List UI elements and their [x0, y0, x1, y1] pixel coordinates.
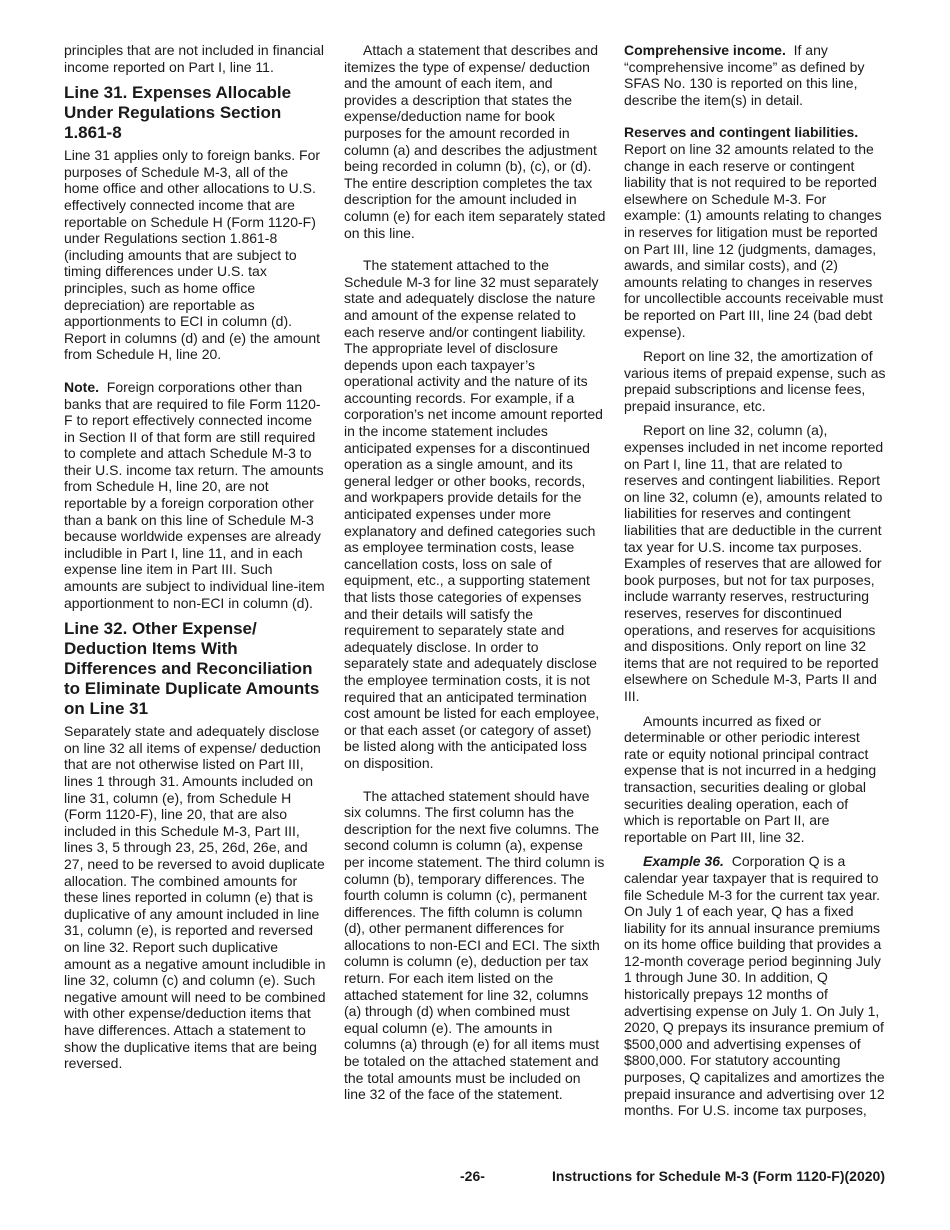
page-number: -26-	[460, 1168, 485, 1184]
disclosure-paragraph: The statement attached to the Schedule M-3 for line 32 must separately state and adequately disclose the nature and amount of the expense related to each reserve and/or contingent liability. The appropriate level of disclosure depends upon each taxpayer’s operational activity and the nature of its accounting records. For example, if a corporation’s net income amount reported in the income statement includes anticipated expenses for a discontinued operation as a single amount, and its general ledger or other books, records, and workpapers provide details for the anticipated expenses under more explanatory and defined categories such as employee termination costs, lease cancellation costs, loss on sale of equipment, etc., a supporting statement that lists those categories of expenses and their details will satisfy the requirement to separately state and adequately disclose. In order to separately state and adequately disclose the employee termination costs, it is not required that an anticipated termination cost amount be listed for each employee, or that each asset (or category of asset) be listed along with the anticipated loss on disposition.	[344, 257, 603, 771]
note-label: Note.	[64, 378, 99, 395]
example-36-text: Corporation Q is a calendar year taxpayer that is required to file Schedule M-3 for the current tax year. On July 1 of each year, Q has a fixed liability for its annual insurance premiums on its home office building that provides a 12-month coverage period beginning July 1 through June 30. In addition, Q historically prepays 12 months of advertising expense on July 1. On July 1, 2020, Q prepays its insurance premium of $500,000 and advertising expenses of $800,000. For statutory accounting purposes, Q capitalizes and amortizes the prepaid insurance and advertising over 12 months. For U.S. income tax purposes,	[624, 853, 885, 1119]
line-32-paragraph: Separately state and adequately disclose on line 32 all items of expense/ deduction that are not otherwise listed on Part III, lines 1 through 31. Amounts included on line 31, column (e), from Schedule H (Form 1120-F), line 20, that are also included in this Schedule M-3, Part III, lines 3, 5 through 23, 25, 26d, 26e, and 27, need to be reversed to avoid duplicate allocation. The combined amounts for these lines reported in column (e) that is duplicative of any amount included in line 31, column (e), is reported and reversed on line 32. Report such duplicative amount as a negative amount includible in line 32, column (c) and column (e). Such negative amount will need to be combined with other expense/deduction items that have differences. Attach a statement to show the duplicative items that are being reversed.	[64, 723, 326, 1072]
statement-paragraph: Attach a statement that describes and itemizes the type of expense/ deduction and the amount of each item, and provides a description that states the expense/deduction name for book purposes for the amount recorded in column (a) and describes the adjustment being recorded in column (b), (c), or (d). The entire description completes the tax description for the amount included in column (e) for each item separately stated on this line.	[344, 42, 606, 241]
reserves-label: Reserves and contingent liabilities.	[624, 124, 859, 141]
example-36-paragraph	[624, 853, 886, 1119]
note-paragraph	[64, 379, 326, 611]
document-title: Instructions for Schedule M-3 (Form 1120-F)(2020)	[552, 1168, 885, 1184]
fixed-amounts-paragraph: Amounts incurred as fixed or determinable or other periodic interest rate or equity notional principal contract expense that is not incurred in a hedging transaction, securities dealing or global securities dealing operation, each of which is reportable on Part II, are reportable on Part III, line 32.	[624, 712, 877, 845]
example-36-label: Example 36.	[643, 853, 724, 870]
comprehensive-income-paragraph	[624, 42, 886, 108]
reserves-paragraph	[624, 124, 886, 340]
column-a-paragraph: Report on line 32, column (a), expenses included in net income reported on Part I, line 11, that are related to reserves and contingent liabilities. Report on line 32, column (e), amounts related to liabilities for reserves and contingent liabilities that are deductible in the current tax year for U.S. income tax purposes. Examples of reserves that are allowed for book purposes, but not for tax purposes, include warranty reserves, restructuring reserves, reserves for discontinued operations, and reserves for acquisitions and dispositions. Only report on line 32 items that are not required to be reported elsewhere on Schedule M-3, Parts II and III.	[624, 422, 884, 704]
amortization-paragraph: Report on line 32, the amortization of various items of prepaid expense, such as prepaid subscriptions and license fees, prepaid insurance, etc.	[624, 348, 886, 414]
comprehensive-income-label: Comprehensive income.	[624, 42, 786, 58]
column-1	[64, 42, 326, 1080]
column-3	[624, 42, 886, 1127]
comprehensive-income-text: If any “comprehensive income” as defined by SFAS No. 130 is reported on this line, describe the item(s) in detail.	[624, 42, 865, 108]
line-31-heading: Line 31. Expenses Allocable Under Regulations Section 1.861-8	[64, 83, 292, 143]
intro-paragraph: principles that are not included in financial income reported on Part I, line 11.	[64, 42, 324, 75]
line-32-heading: Line 32. Other Expense/ Deduction Items With Differences and Reconciliation to Eliminate Duplicate Amounts on Line 31	[64, 619, 320, 719]
line-31-paragraph: Line 31 applies only to foreign banks. For purposes of Schedule M-3, all of the home office and other allocations to U.S. effectively connected income that are reportable on Schedule H (Form 1120-F) under Regulations section 1.861-8 (including amounts that are subject to timing differences under U.S. tax principles, such as home office depreciation) are reportable as apportionments to ECI in column (d). Report in columns (d) and (e) the amount from Schedule H, line 20.	[64, 147, 321, 363]
note-text: Foreign corporations other than banks that are required to file Form 1120-F to report effectively connected income in Section II of that form are still required to complete and attach Schedule M-3 to their U.S. income tax return. The amounts from Schedule H, line 20, are not reportable by a foreign corporation other than a bank on this line of Schedule M-3 because worldwide expenses are already includible in Part I, line 11, and in each expense line item in Part III. Such amounts are subject to individual line-item apportionment to non-ECI in column (d).	[64, 378, 325, 611]
page-footer	[0, 1168, 950, 1188]
column-2	[344, 42, 606, 1111]
six-columns-paragraph: The attached statement should have six columns. The first column has the description for the next five columns. The second column is column (a), expense per income statement. The third column is column (b), temporary differences. The fourth column is column (c), permanent differences. The fifth column is column (d), other permanent differences for allocations to non-ECI and ECI. The sixth column is column (e), deduction per tax return. For each item listed on the attached statement for line 32, columns (a) through (d) when combined must equal column (e). The amounts in columns (a) through (e) for all items must be totaled on the attached statement and the total amounts must be included on line 32 of the face of the statement.	[344, 787, 605, 1103]
reserves-text: Report on line 32 amounts related to the change in each reserve or contingent liability that is not required to be reported elsewhere on Schedule M-3. For example: (1) amounts relating to changes in reserves for litigation must be reported on Part III, line 12 (judgments, damages, awards, and similar costs), and (2) amounts relating to changes in reserves for uncollectible accounts receivable must be reported on Part III, line 24 (bad debt expense).	[624, 140, 884, 340]
